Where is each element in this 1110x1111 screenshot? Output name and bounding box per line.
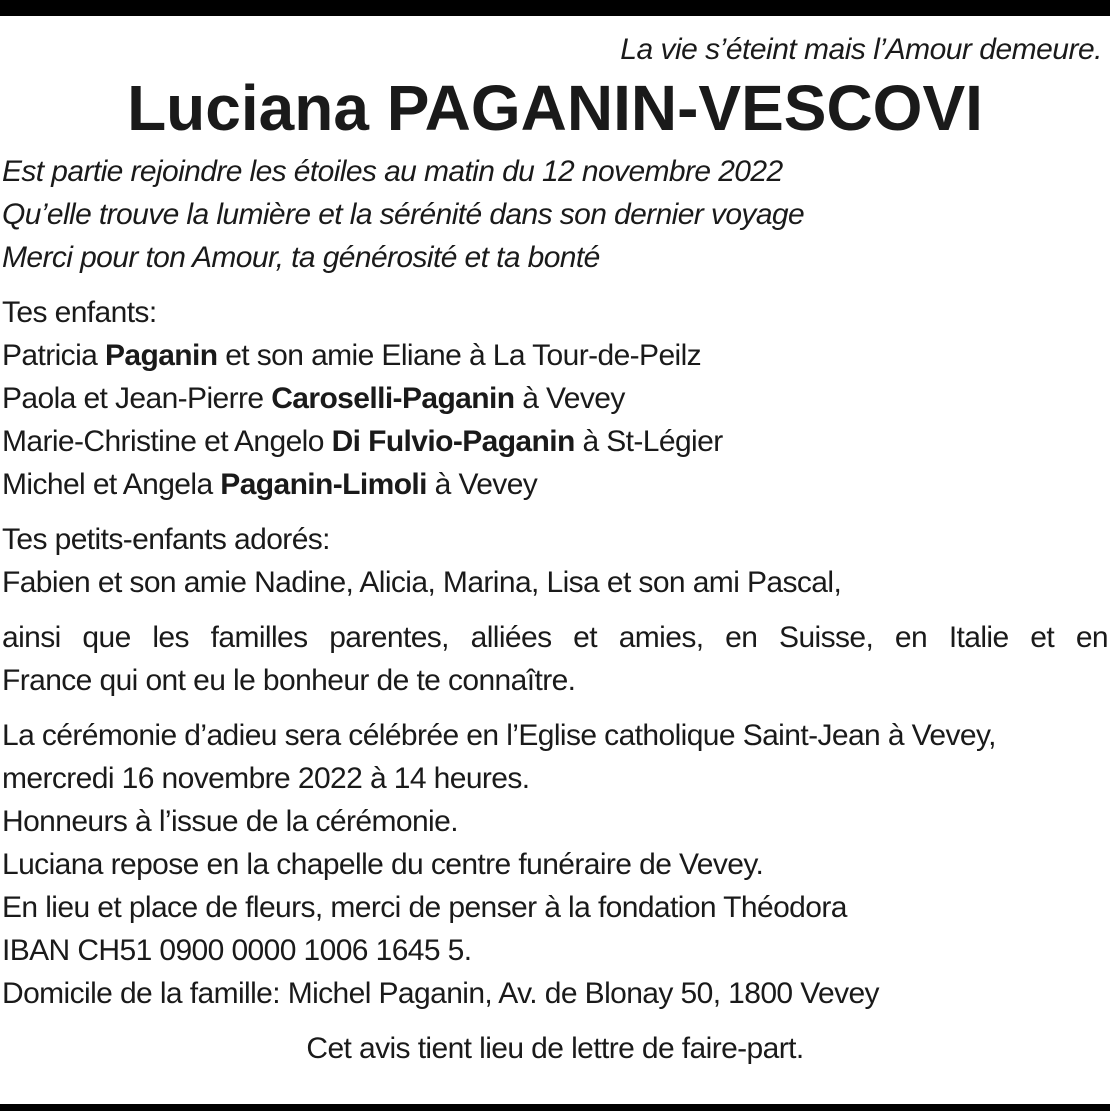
- children-heading: Tes enfants:: [2, 296, 157, 329]
- top-border-rule: [0, 0, 1110, 16]
- families-paragraph: [2, 616, 1108, 702]
- grandchildren-heading: Tes petits-enfants adorés:: [2, 523, 330, 556]
- families-line: ainsi que les familles parentes, alliées et amies, en Suisse, en Italie et en: [2, 621, 1108, 654]
- intro-paragraph: [2, 150, 1108, 279]
- deceased-name: Luciana PAGANIN-VESCOVI: [127, 72, 983, 144]
- child-line: Paola et Jean-Pierre Caroselli-Paganin à Vevey: [2, 382, 625, 415]
- ceremony-line: mercredi 16 novembre 2022 à 14 heures.: [2, 762, 530, 795]
- family-name: Paganin: [104, 339, 218, 372]
- intro-line: Est partie rejoindre les étoiles au matin du 12 novembre 2022: [2, 155, 783, 188]
- ceremony-line: Domicile de la famille: Michel Paganin, Av. de Blonay 50, 1800 Vevey: [2, 977, 879, 1010]
- ceremony-section: [2, 714, 1108, 1015]
- families-line: France qui ont eu le bonheur de te connaître.: [2, 664, 576, 697]
- ceremony-line: IBAN CH51 0900 0000 1006 1645 5.: [2, 934, 472, 967]
- intro-line: Qu’elle trouve la lumière et la sérénité dans son dernier voyage: [2, 198, 805, 231]
- family-name: Di Fulvio-Paganin: [331, 425, 575, 458]
- family-name: Paganin-Limoli: [220, 468, 427, 501]
- child-line: Marie-Christine et Angelo Di Fulvio-Paganin à St-Légier: [2, 425, 723, 458]
- child-line: Patricia Paganin et son amie Eliane à La Tour-de-Peilz: [2, 339, 702, 372]
- child-line: Michel et Angela Paganin-Limoli à Vevey: [2, 468, 538, 501]
- motto: La vie s’éteint mais l’Amour demeure.: [620, 33, 1102, 66]
- ceremony-line: La cérémonie d’adieu sera célébrée en l’Eglise catholique Saint-Jean à Vevey,: [2, 719, 996, 752]
- ceremony-line: Honneurs à l’issue de la cérémonie.: [2, 805, 458, 838]
- closing-note: Cet avis tient lieu de lettre de faire-part.: [306, 1032, 804, 1065]
- notice-content: [2, 28, 1108, 1100]
- ceremony-line: En lieu et place de fleurs, merci de penser à la fondation Théodora: [2, 891, 847, 924]
- grandchildren-section: [2, 518, 1108, 604]
- grandchildren-line: Fabien et son amie Nadine, Alicia, Marina, Lisa et son ami Pascal,: [2, 566, 842, 599]
- bottom-border-rule: [0, 1104, 1110, 1111]
- children-section: [2, 291, 1108, 506]
- family-name: Caroselli-Paganin: [271, 382, 515, 415]
- intro-line: Merci pour ton Amour, ta générosité et ta bonté: [2, 241, 600, 274]
- ceremony-line: Luciana repose en la chapelle du centre funéraire de Vevey.: [2, 848, 764, 881]
